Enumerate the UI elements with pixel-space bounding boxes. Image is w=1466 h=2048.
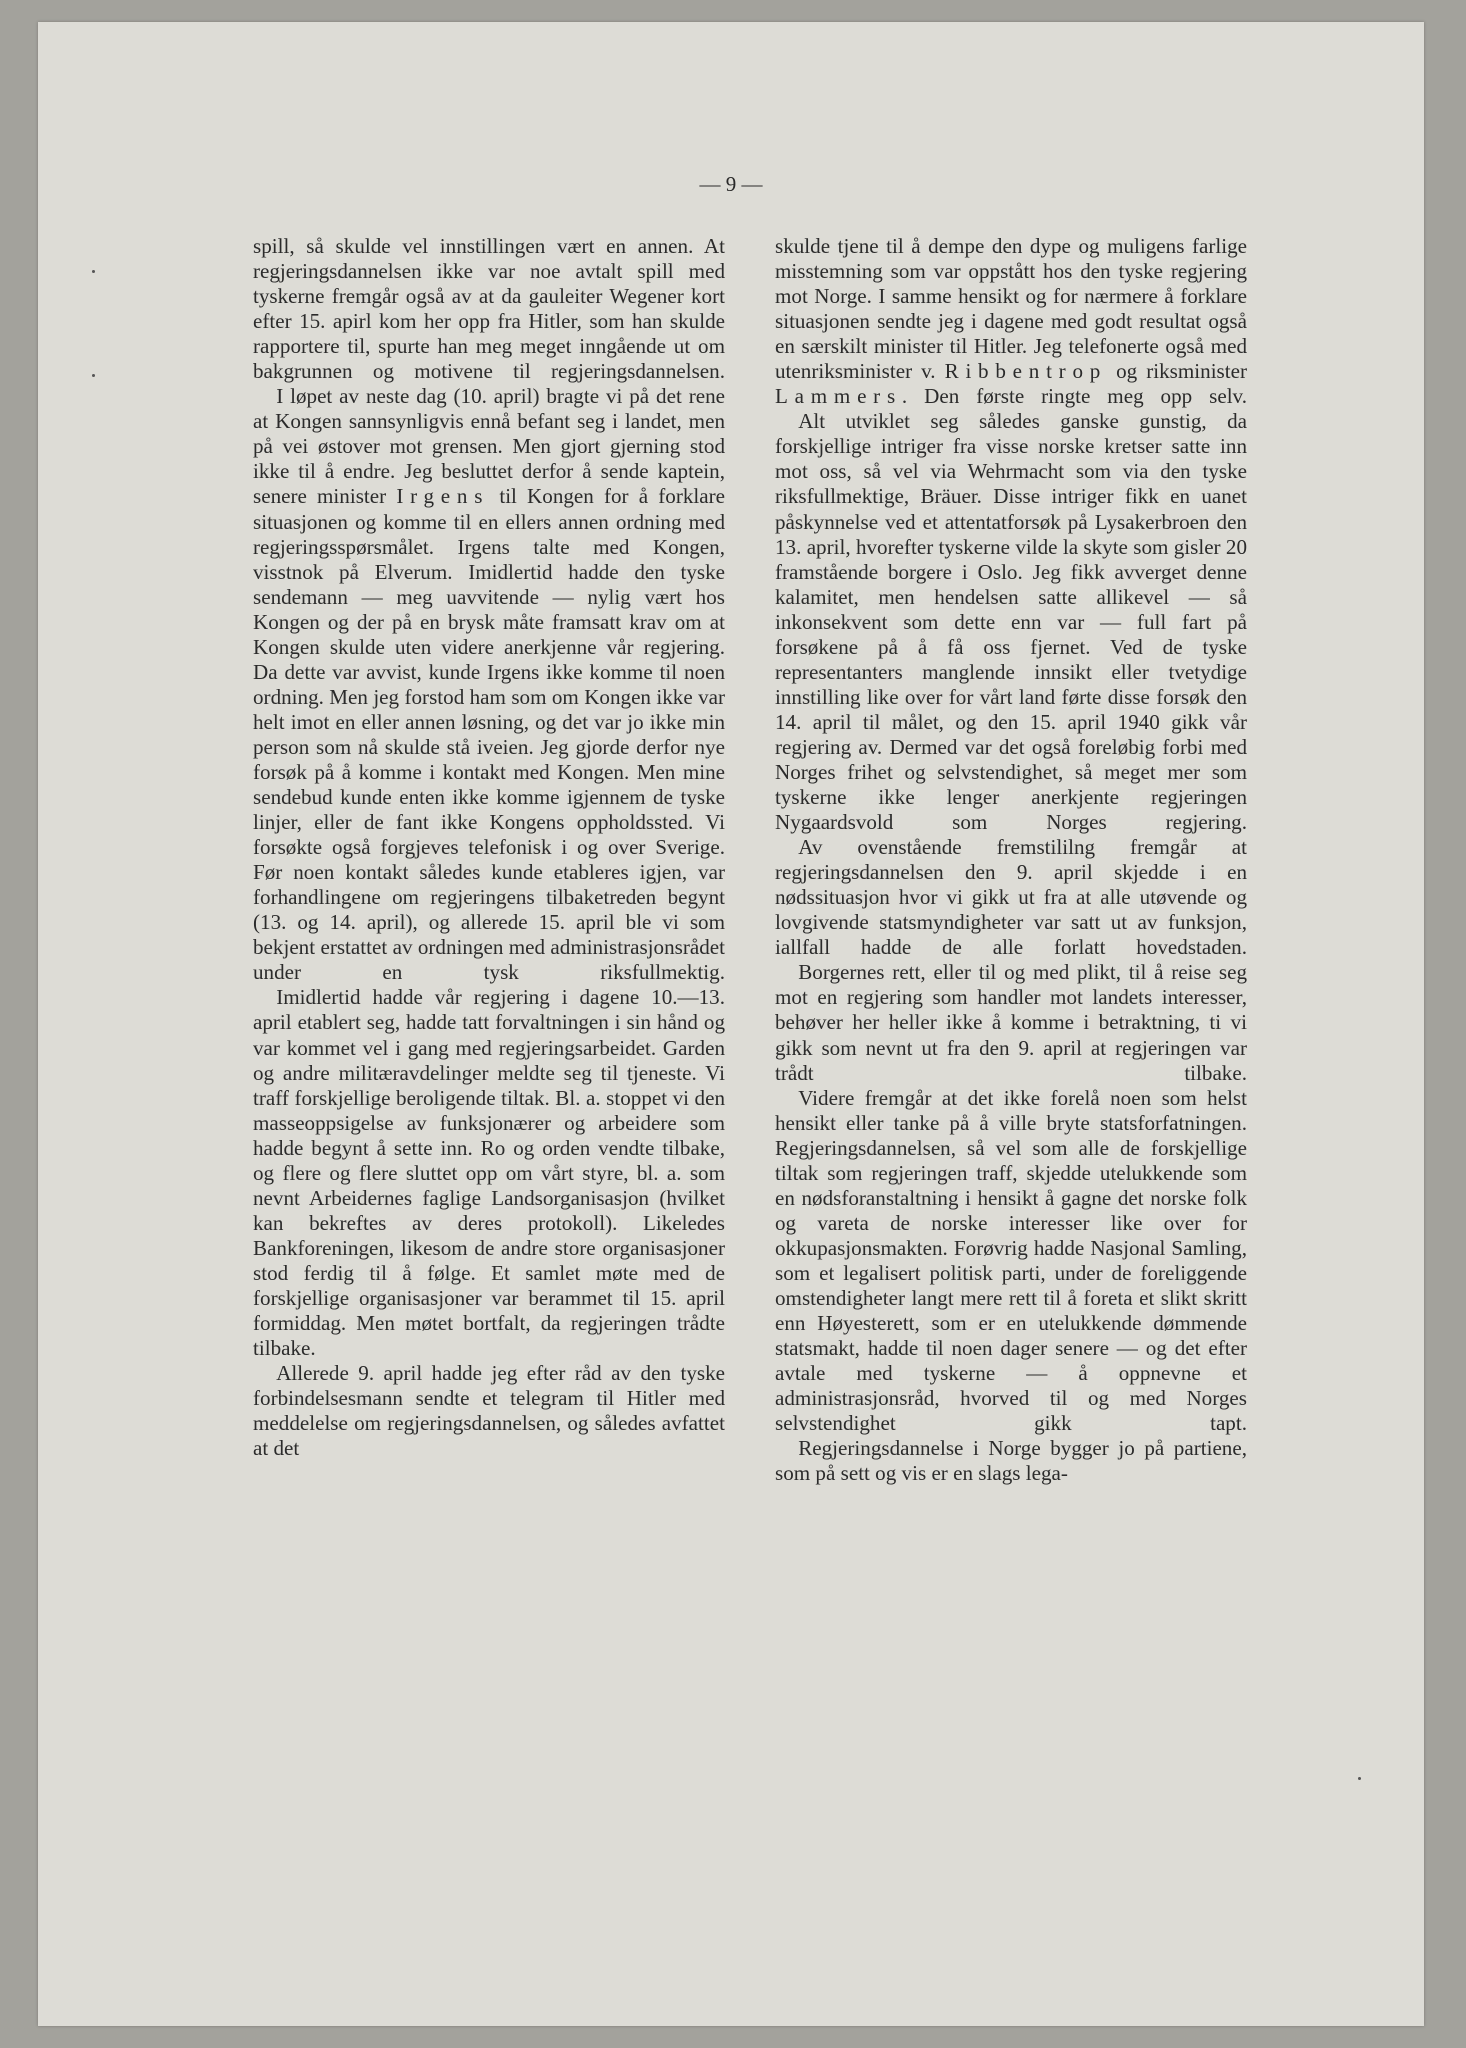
text-run: skulde tjene til å dempe den dype og muligens farlige misstemning som var oppstått hos den tyske regjering mot Norge. I samme hensikt og for nærmere å forklare situasjonen sendte jeg i dagene med godt resultat også en særskilt minister til Hitler. Jeg telefonerte også med utenriksminister v. [775, 234, 1247, 384]
document-page [38, 22, 1424, 2026]
spaced-name: Ribbentrop [944, 359, 1108, 384]
text-run: og riksminister [1116, 359, 1248, 384]
paragraph: Regjeringsdannelse i Norge bygger jo på partiene, som på sett og vis er en slags lega- [775, 1436, 1247, 1486]
paper-speck [92, 270, 95, 273]
text-run: til Kongen for å forklare situasjonen og komme til en ellers annen ordning med regjeringsspørsmålet. Irgens talte med Kongen, visstnok på Elverum. Imidlertid hadde den tyske sendemann — meg uavvitende — nylig vært hos Kongen og der på en brysk måte framsatt krav om at Kongen skulde uten videre anerkjenne vår regjering. Da dette var avvist, kunde Irgens ikke komme til noen ordning. Men jeg forstod ham som om Kongen ikke var helt imot en eller annen løsning, og det var jo ikke min person som nå skulde stå iveien. Jeg gjorde derfor nye forsøk på å komme i kontakt med Kongen. Men mine sendebud kunde enten ikke komme igjennem de tyske linjer, eller de fant ikke Kongens oppholdssted. Vi forsøkte også forgjeves telefonisk i og over Sverige. Før noen kontakt således kunde etableres igjen, var forhandlingene om regjeringens tilbaketreden begynt (13. og 14. april), og allerede 15. april ble vi som bekjent erstattet av ordningen med administrasjonsrådet under en tysk riksfullmektig. [253, 484, 725, 985]
paper-speck [92, 374, 95, 377]
spaced-name: Lammers [775, 384, 902, 409]
paragraph: Borgernes rett, eller til og med plikt, til å reise seg mot en regjering som handler mot landets interesser, behøver her heller ikke å komme i betraktning, ti vi gikk som nevnt ut fra den 9. april at regjeringen var trådt tilbake. [775, 960, 1247, 1085]
paragraph [775, 234, 1247, 409]
text-run: I løpet av neste dag (10. april) bragte vi på det rene at Kongen sannsynligvis ennå befant seg i landet, men på vei østover mot grensen. Men gjort gjerning stod ikke til å endre. Jeg besluttet derfor å sende kaptein, senere minister [253, 384, 725, 509]
paragraph [253, 384, 725, 985]
paper-speck [1358, 1777, 1361, 1780]
paragraph: Alt utviklet seg således ganske gunstig, da forskjellige intriger fra visse norske kretser satte inn mot oss, så vel via Wehrmacht som via den tyske riksfullmektige, Bräuer. Disse intriger fikk en uanet påskynnelse ved et attentatforsøk på Lysakerbroen den 13. april, hvorefter tyskerne vilde la skyte som gisler 20 framstående borgere i Oslo. Jeg fikk avverget denne kalamitet, men hendelsen satte allikevel — så inkonsekvent som dette enn var — full fart på forsøkene på å få oss fjernet. Ved de tyske representanters manglende innsikt eller tvetydige innstilling like over for vårt land førte disse forsøk den 14. april til målet, og den 15. april 1940 gikk vår regjering av. Dermed var det også foreløbig forbi med Norges frihet og selvstendighet, så meget mer som tyskerne ikke lenger anerkjente regjeringen Nygaardsvold som Norges regjering. [775, 409, 1247, 835]
text-run: . Den første ringte meg opp selv. [901, 384, 1247, 409]
paragraph: Allerede 9. april hadde jeg efter råd av den tyske forbindelsesmann sendte et telegram til Hitler med meddelelse om regjeringsdannelsen, og således avfattet at det [253, 1361, 725, 1461]
left-text-column [253, 234, 725, 1461]
paragraph: Imidlertid hadde vår regjering i dagene 10.—13. april etablert seg, hadde tatt forvaltningen i sin hånd og var kommet vel i gang med regjeringsarbeidet. Garden og andre militæravdelinger meldte seg til tjeneste. Vi traff forskjellige beroligende tiltak. Bl. a. stoppet vi den masseoppsigelse av funksjonærer og arbeidere som hadde begynt å sette inn. Ro og orden vendte tilbake, og flere og flere sluttet opp om vårt styre, bl. a. som nevnt Arbeidernes faglige Landsorganisasjon (hvilket kan bekreftes av deres protokoll). Likeledes Bankforeningen, likesom de andre store organisasjoner stod ferdig til å følge. Et samlet møte med de forskjellige organisasjoner var berammet til 15. april formiddag. Men møtet bortfalt, da regjeringen trådte tilbake. [253, 985, 725, 1361]
paragraph: Av ovenstående fremstililng fremgår at regjeringsdannelsen den 9. april skjedde i en nødssituasjon hvor vi gikk ut fra at alle utøvende og lovgivende statsmyndigheter var satt ut av funksjon, iallfall hadde de alle forlatt hovedstaden. [775, 835, 1247, 960]
paragraph: Videre fremgår at det ikke forelå noen som helst hensikt eller tanke på å ville bryte statsforfatningen. Regjeringsdannelsen, så vel som alle de forskjellige tiltak som regjeringen traff, skjedde utelukkende som en nødsforanstaltning i hensikt å gagne det norske folk og vareta de norske interesser like over for okkupasjonsmakten. Forøvrig hadde Nasjonal Samling, som et legalisert politisk parti, under de foreliggende omstendigheter langt mere rett til å foreta et slikt skritt enn Høyesterett, som er en utelukkende dømmende statsmakt, hadde til noen dager senere — og det efter avtale med tyskerne — å oppnevne et administrasjonsråd, hvorved til og med Norges selvstendighet gikk tapt. [775, 1085, 1247, 1436]
page-number: — 9 — [699, 172, 763, 196]
spaced-name: Irgens [396, 484, 490, 509]
right-text-column [775, 234, 1247, 1486]
paragraph: spill, så skulde vel innstillingen vært en annen. At regjeringsdannelsen ikke var noe avtalt spill med tyskerne fremgår også av at da gauleiter Wegener kort efter 15. apirl kom her opp fra Hitler, som han skulde rapportere til, spurte han meg meget inngående ut om bakgrunnen og motivene til regjeringsdannelsen. [253, 234, 725, 384]
